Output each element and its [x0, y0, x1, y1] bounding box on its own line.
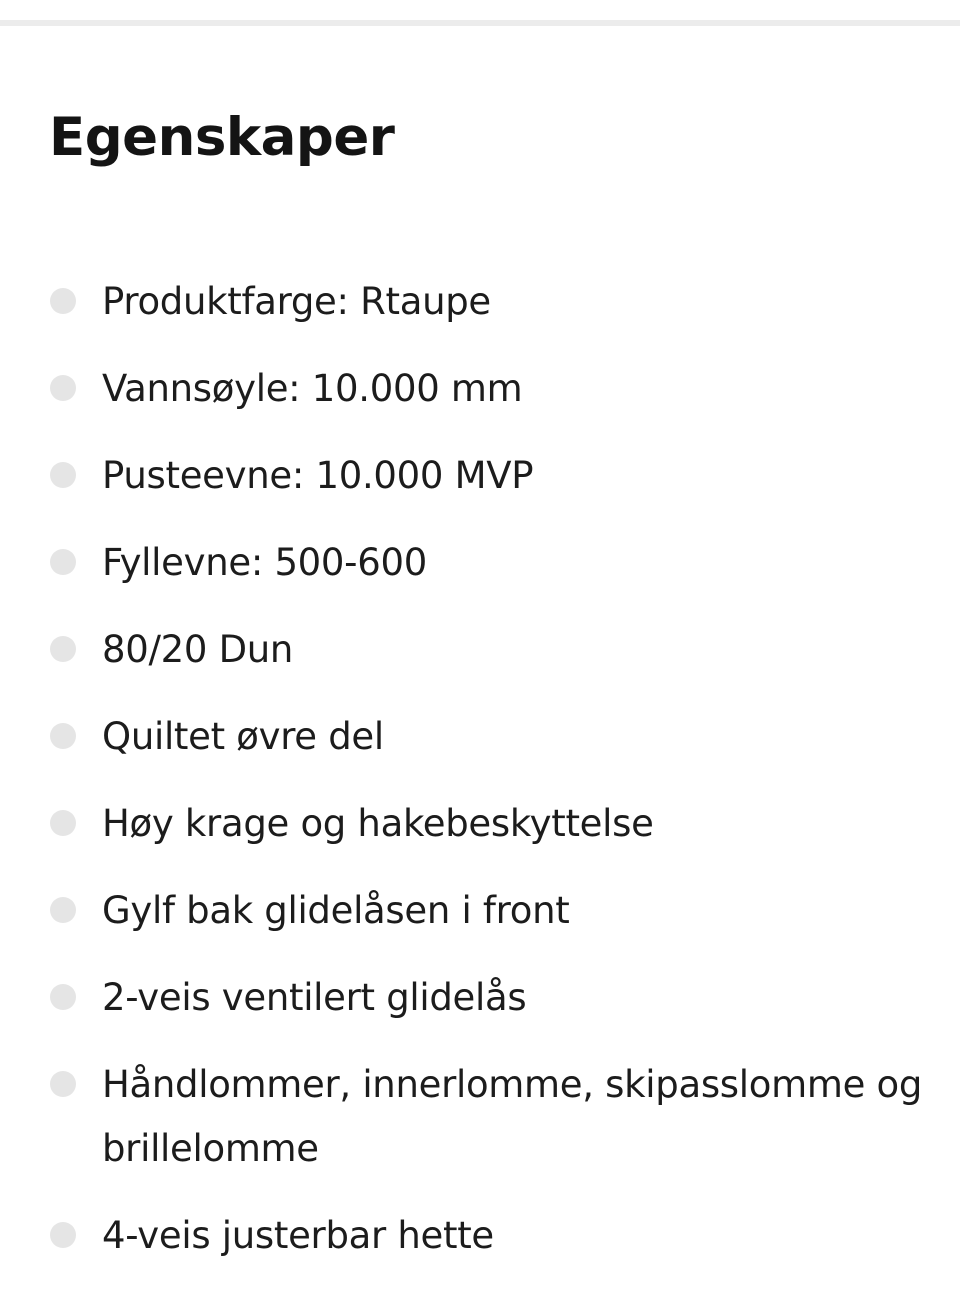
feature-item	[0, 966, 960, 1030]
top-divider	[0, 20, 960, 26]
feature-text: Quiltet øvre del	[102, 715, 384, 758]
feature-item	[0, 357, 960, 421]
feature-item	[0, 1053, 960, 1181]
feature-text: Fyllevne: 500-600	[102, 541, 427, 584]
bullet-icon	[50, 288, 76, 314]
bullet-icon	[50, 549, 76, 575]
feature-text: Vannsøyle: 10.000 mm	[102, 367, 523, 410]
bullet-icon	[50, 462, 76, 488]
feature-text: 2-veis ventilert glidelås	[102, 976, 527, 1019]
bullet-icon	[50, 723, 76, 749]
feature-item	[0, 531, 960, 595]
feature-item	[0, 444, 960, 508]
bullet-icon	[50, 375, 76, 401]
bullet-icon	[50, 636, 76, 662]
bullet-icon	[50, 810, 76, 836]
feature-item	[0, 270, 960, 334]
feature-item	[0, 1204, 960, 1268]
feature-text: Håndlommer, innerlomme, skipasslomme og brillelomme	[102, 1063, 923, 1170]
bullet-icon	[50, 1071, 76, 1097]
feature-text: 4-veis justerbar hette	[102, 1214, 494, 1257]
feature-text: Gylf bak glidelåsen i front	[102, 889, 570, 932]
bullet-icon	[50, 1222, 76, 1248]
feature-item	[0, 705, 960, 769]
feature-item	[0, 792, 960, 856]
feature-text: Produktfarge: Rtaupe	[102, 280, 491, 323]
bullet-icon	[50, 984, 76, 1010]
feature-text: Pusteevne: 10.000 MVP	[102, 454, 534, 497]
feature-text: Høy krage og hakebeskyttelse	[102, 802, 654, 845]
feature-text: 80/20 Dun	[102, 628, 294, 671]
section-title: Egenskaper	[49, 107, 395, 168]
feature-item	[0, 879, 960, 943]
feature-item	[0, 618, 960, 682]
bullet-icon	[50, 897, 76, 923]
feature-list	[0, 270, 960, 1291]
